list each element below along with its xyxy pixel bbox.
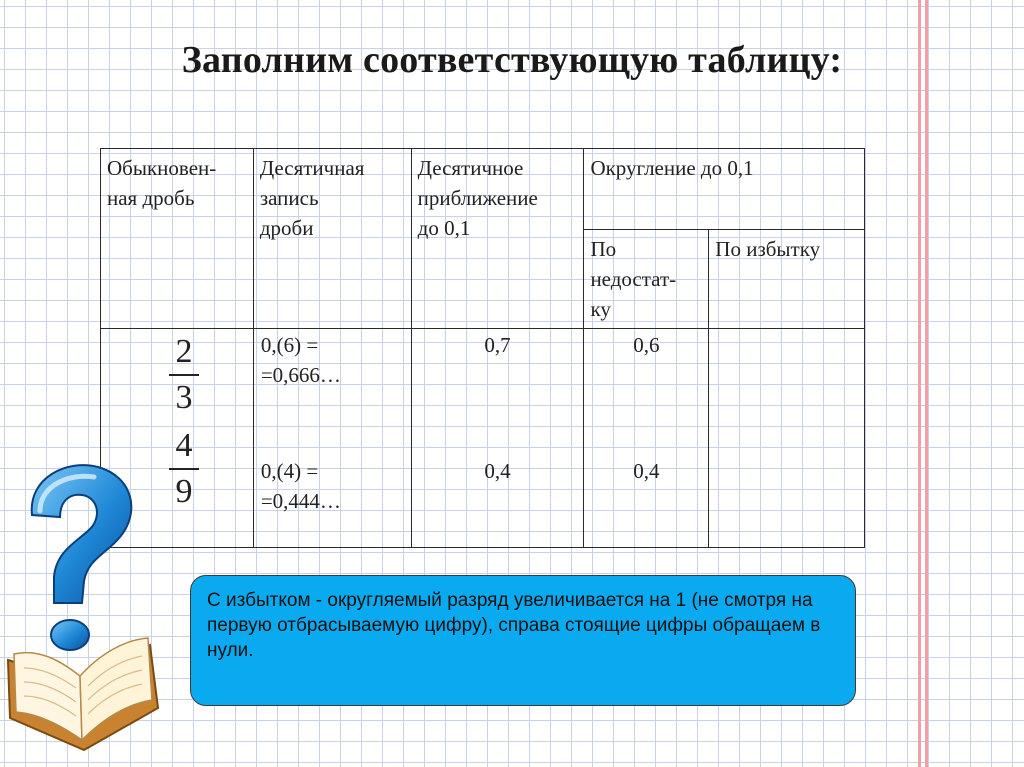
slide-title: Заполним соответствующую таблицу:	[181, 39, 843, 81]
header-rounding-label: Округление до 0,1	[590, 156, 754, 180]
header-rounding-down	[584, 230, 709, 329]
header-ordinary-fraction	[101, 149, 254, 329]
header-rounding-down-label: По недостат- ку	[590, 237, 677, 321]
header-decimal-approx	[411, 149, 584, 329]
rounding-note	[190, 575, 856, 706]
fraction-numerator: 4	[175, 427, 193, 464]
fraction-denominator: 3	[175, 379, 193, 416]
rounding-up-cell	[709, 329, 865, 548]
fraction-denominator: 9	[175, 473, 193, 510]
open-book-icon	[0, 590, 165, 760]
fraction-numerator: 2	[175, 333, 193, 370]
down-row2-value: 0,4	[633, 459, 660, 483]
approx-row1-value: 0,7	[484, 333, 511, 357]
decimal-row2-line1: 0,(4) =	[260, 459, 319, 483]
fraction-bar	[169, 468, 199, 470]
header-decimal-notation	[253, 149, 411, 329]
header-rounding	[584, 149, 865, 230]
header-rounding-up	[709, 230, 865, 329]
approx-row2-value: 0,4	[484, 459, 511, 483]
header-decimal-notation-label: Десятичная запись дроби	[259, 156, 365, 240]
header-rounding-up-label: По избытку	[715, 237, 821, 261]
fraction-two-thirds	[167, 333, 201, 417]
decimal-row1-line1: 0,(6) =	[260, 333, 319, 357]
decimal-approx-cell	[411, 329, 584, 548]
notebook-margin-line-2	[925, 0, 928, 767]
decimal-row2-line2: =0,444…	[260, 489, 341, 513]
header-ordinary-fraction-label: Обыкновен- ная дробь	[107, 156, 217, 210]
decimal-row1-line2: =0,666…	[260, 363, 341, 387]
decimal-notation-cell	[253, 329, 411, 548]
fraction-bar	[169, 374, 199, 376]
fraction-table	[100, 148, 865, 548]
fraction-four-ninths	[167, 427, 201, 511]
notebook-margin-line-1	[918, 0, 921, 767]
down-row1-value: 0,6	[633, 333, 660, 357]
rounding-note-text: С избытком - округляемый разряд увеличивается на 1 (не смотря на первую отбрасываемую цифру), справа стоящие цифры обращаем в нули.	[207, 590, 821, 661]
header-decimal-approx-label: Десятичное приближение до 0,1	[417, 156, 538, 240]
rounding-down-cell	[584, 329, 709, 548]
